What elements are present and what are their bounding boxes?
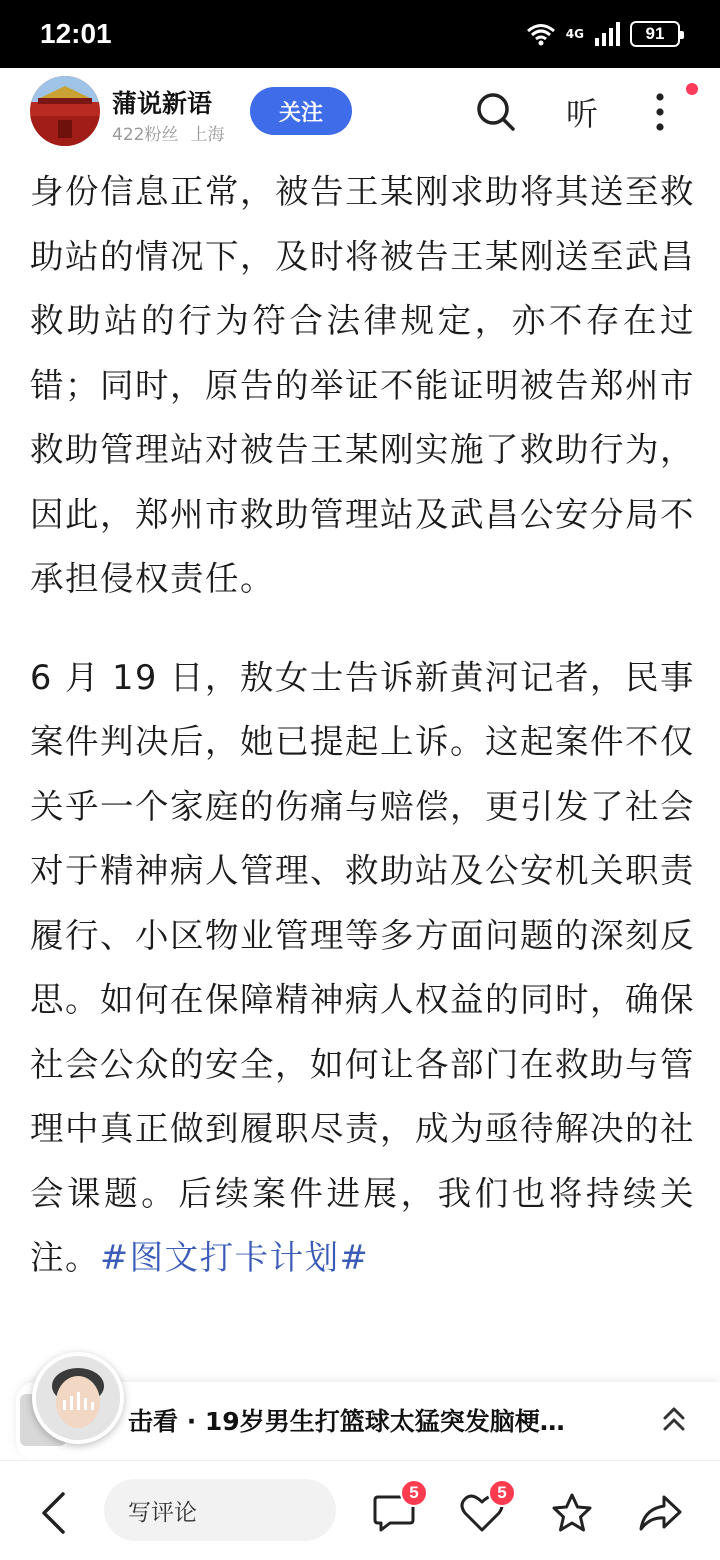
author-meta <box>112 120 224 145</box>
comment-input[interactable]: 写评论 <box>104 1479 336 1541</box>
like-icon[interactable] <box>456 1483 508 1539</box>
network-label: 4G <box>565 27 584 41</box>
signal-icon <box>594 22 620 46</box>
more-icon[interactable] <box>640 88 680 136</box>
comment-icon[interactable] <box>368 1483 420 1539</box>
article-body <box>30 160 695 1291</box>
article-paragraph-text: 6 月 19 日，敖女士告诉新黄河记者，民事案件判决后，她已提起上诉。这起案件不仅关乎一个家庭的伤痛与赔偿，更引发了社会对于精神病人管理、救助站及公安机关职责履行、小区物业管理等多方面问题的深刻反思。如何在保障精神病人权益的同时，确保社会公众的安全，如何让各部门在救助与管理中真正做到履职尽责，成为亟待解决的社会课题。后续案件进展，我们也将持续关注。 <box>30 657 695 1277</box>
chevron-up-icon[interactable] <box>662 1404 686 1438</box>
hashtag-link[interactable]: #图文打卡计划# <box>100 1238 370 1277</box>
follow-button[interactable]: 关注 <box>250 87 352 135</box>
author-location: 上海 <box>190 125 225 145</box>
favorite-star-icon[interactable] <box>546 1487 598 1539</box>
search-icon[interactable] <box>472 88 520 136</box>
article-header <box>0 68 720 160</box>
article-paragraph-2 <box>30 646 695 1291</box>
like-count-badge: 5 <box>488 1479 516 1507</box>
author-name[interactable]: 蒲说新语 <box>112 89 213 118</box>
share-icon[interactable] <box>634 1487 686 1539</box>
status-time: 12:01 <box>40 18 112 49</box>
floating-video-avatar[interactable] <box>32 1352 124 1444</box>
comment-count-badge: 5 <box>400 1479 428 1507</box>
bottom-action-bar <box>0 1460 720 1560</box>
article-paragraph: 身份信息正常，被告王某刚求助将其送至救助站的情况下，及时将被告王某刚送至武昌救助站的行为符合法律规定，亦不存在过错；同时，原告的举证不能证明被告郑州市救助管理站对被告王某刚实施了救助行为，因此，郑州市救助管理站及武昌公安分局不承担侵权责任。 <box>30 172 695 598</box>
back-icon[interactable] <box>28 1487 80 1539</box>
author-avatar[interactable] <box>30 76 100 146</box>
notification-dot <box>686 83 698 95</box>
status-icons <box>526 20 680 48</box>
recommendation-text[interactable]: 击看 · 19岁男生打篮球太猛突发脑梗… <box>128 1407 565 1436</box>
battery-icon <box>630 21 680 47</box>
battery-level: 91 <box>645 24 665 43</box>
follower-count: 422粉丝 <box>112 125 179 145</box>
listen-button[interactable]: 听 <box>565 95 598 133</box>
status-bar <box>0 0 720 68</box>
wifi-icon <box>526 22 556 46</box>
